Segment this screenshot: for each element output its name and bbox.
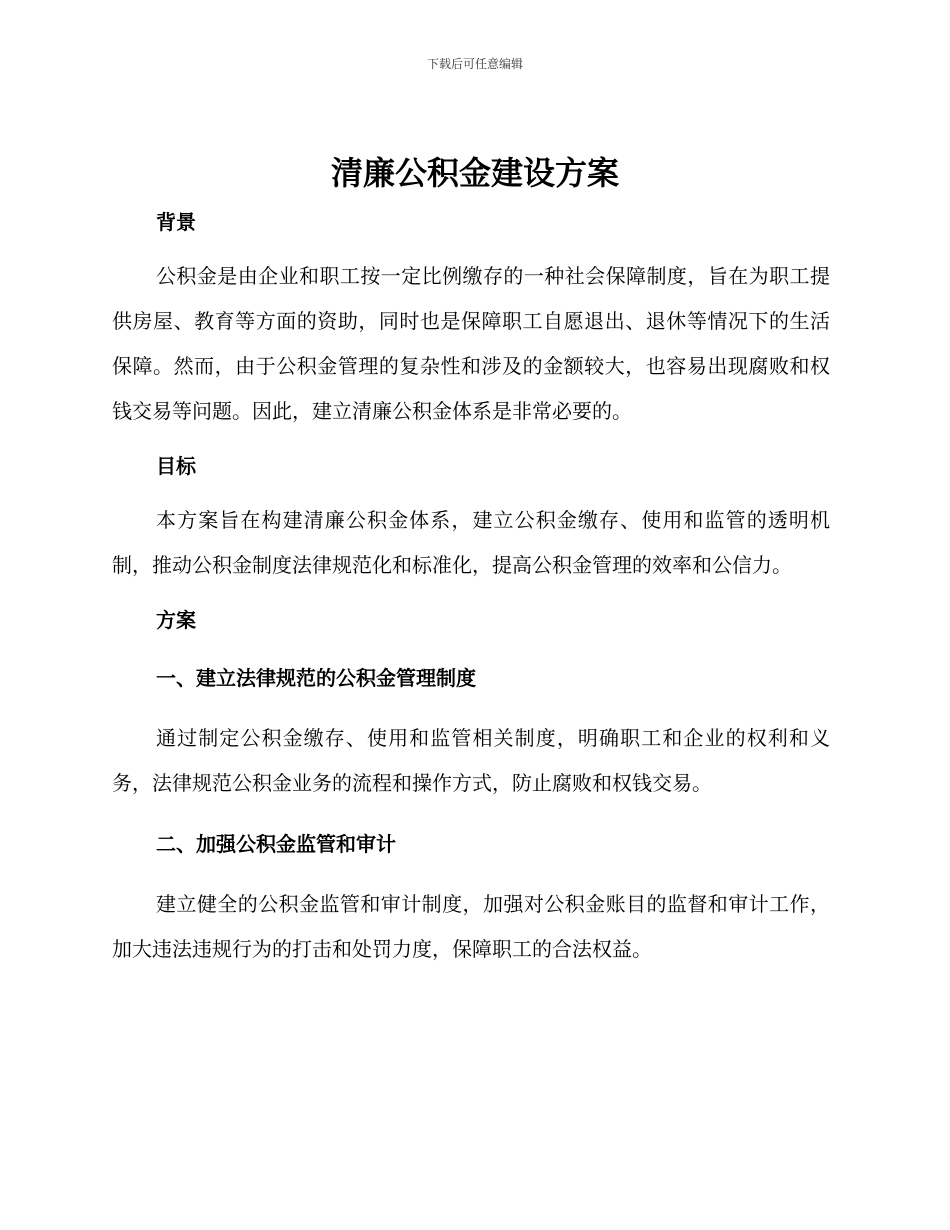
section-paragraph-background: 公积金是由企业和职工按一定比例缴存的一种社会保障制度，旨在为职工提供房屋、教育等方面的资助，同时也是保障职工自愿退出、退休等情况下的生活保障。然而，由于公积金管理的复杂性和涉及的金额较大，也容易出现腐败和权钱交易等问题。因此，建立清廉公积金体系是非常必要的。 — [112, 264, 830, 423]
document-body — [112, 202, 830, 972]
section-paragraph-plan-2: 建立健全的公积金监管和审计制度，加强对公积金账目的监督和审计工作，加大违法违规行为的打击和处罚力度，保障职工的合法权益。 — [112, 892, 830, 961]
section-paragraph-goal: 本方案旨在构建清廉公积金体系，建立公积金缴存、使用和监管的透明机制，推动公积金制度法律规范化和标准化，提高公积金管理的效率和公信力。 — [112, 508, 830, 577]
section-heading-background: 背景 — [156, 210, 196, 234]
section-heading-goal: 目标 — [156, 454, 196, 478]
header-note: 下载后可任意编辑 — [426, 57, 523, 71]
section-heading-plan: 方案 — [156, 608, 196, 632]
section-heading-plan-2: 二、加强公积金监管和审计 — [156, 832, 396, 856]
document-title: 清廉公积金建设方案 — [330, 154, 619, 192]
section-heading-plan-1: 一、建立法律规范的公积金管理制度 — [156, 666, 476, 690]
section-paragraph-plan-1: 通过制定公积金缴存、使用和监管相关制度，明确职工和企业的权利和义务，法律规范公积金业务的流程和操作方式，防止腐败和权钱交易。 — [112, 726, 830, 795]
